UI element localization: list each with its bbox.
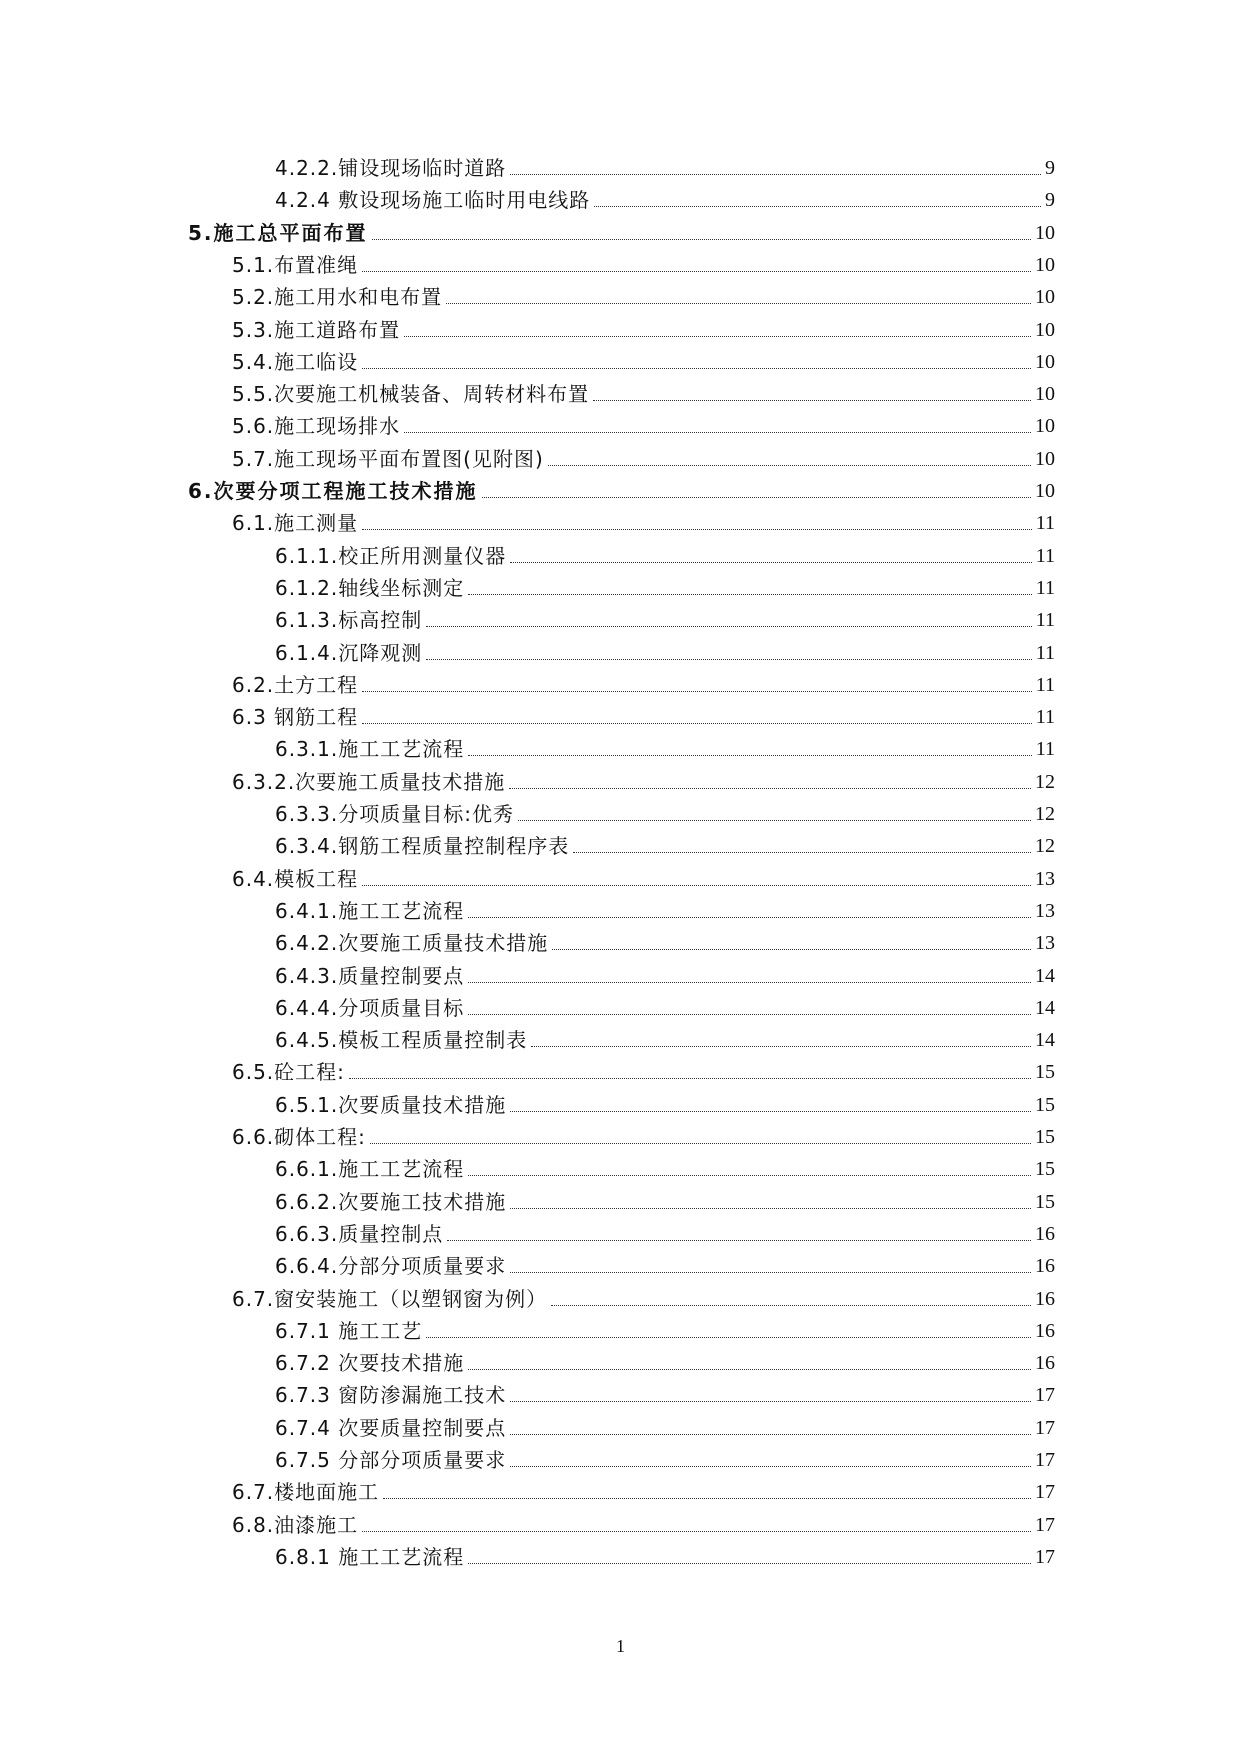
toc-entry-page: 10 <box>1035 286 1055 309</box>
toc-leader-dots <box>552 949 1031 950</box>
toc-entry-label: 6.2.土方工程 <box>232 672 359 697</box>
toc-entry-page: 12 <box>1035 770 1055 793</box>
toc-entry-label: 6.5.砼工程: <box>232 1060 345 1085</box>
toc-entry-label: 6.7.4 次要质量控制要点 <box>275 1415 507 1440</box>
toc-entry-label: 6.7.楼地面施工 <box>232 1480 380 1505</box>
toc-entry[interactable] <box>275 1539 1055 1569</box>
toc-entry-label: 6.4.1.施工工艺流程 <box>275 898 465 923</box>
toc-entry-label: 6.4.5.模板工程质量控制表 <box>275 1028 528 1053</box>
toc-entry-page: 13 <box>1035 932 1055 955</box>
toc-entry-label: 4.2.4 敷设现场施工临时用电线路 <box>275 188 591 213</box>
toc-leader-dots <box>404 432 1031 433</box>
toc-entry[interactable] <box>275 828 1055 858</box>
toc-entry[interactable] <box>275 182 1055 212</box>
toc-leader-dots <box>510 1466 1031 1467</box>
toc-leader-dots <box>509 788 1031 789</box>
toc-entry[interactable] <box>275 796 1055 826</box>
toc-leader-dots <box>362 1531 1031 1532</box>
toc-entry[interactable] <box>232 764 1055 794</box>
toc-entry-page: 15 <box>1035 1190 1055 1213</box>
toc-entry-page: 16 <box>1035 1352 1055 1375</box>
toc-entry-label: 6.7.1 施工工艺 <box>275 1318 423 1343</box>
toc-entry[interactable] <box>232 279 1055 309</box>
toc-entry[interactable] <box>232 1507 1055 1537</box>
toc-entry-page: 17 <box>1035 1481 1055 1504</box>
toc-entry-label: 5.施工总平面布置 <box>188 220 368 245</box>
toc-entry-page: 10 <box>1035 447 1055 470</box>
toc-leader-dots <box>468 1369 1031 1370</box>
toc-entry-label: 6.1.2.轴线坐标测定 <box>275 575 465 600</box>
toc-entry-label: 6.次要分项工程施工技术措施 <box>188 479 478 503</box>
toc-entry-page: 10 <box>1035 480 1055 502</box>
toc-entry[interactable] <box>232 1119 1055 1149</box>
toc-entry[interactable] <box>232 247 1055 277</box>
toc-leader-dots <box>518 820 1031 821</box>
toc-leader-dots <box>468 982 1031 983</box>
toc-entry[interactable] <box>275 925 1055 955</box>
toc-entry-page: 15 <box>1035 1158 1055 1181</box>
toc-entry-page: 12 <box>1035 835 1055 858</box>
toc-entry[interactable] <box>275 1377 1055 1407</box>
toc-leader-dots <box>468 917 1031 918</box>
toc-entry-label: 5.1.布置准绳 <box>232 252 359 277</box>
toc-entry-label: 6.5.1.次要质量技术措施 <box>275 1092 507 1117</box>
toc-entry[interactable] <box>232 667 1055 697</box>
toc-entry[interactable] <box>232 1474 1055 1504</box>
toc-entry-label: 6.4.2.次要施工质量技术措施 <box>275 931 549 956</box>
toc-entry[interactable] <box>275 1442 1055 1472</box>
toc-leader-dots <box>531 1046 1031 1047</box>
toc-entry[interactable] <box>275 1248 1055 1278</box>
toc-leader-dots <box>468 1014 1031 1015</box>
toc-leader-dots <box>482 497 1031 498</box>
toc-leader-dots <box>510 1208 1031 1209</box>
toc-leader-dots <box>510 174 1041 175</box>
toc-entry-page: 15 <box>1035 1093 1055 1116</box>
toc-entry-label: 6.4.4.分项质量目标 <box>275 995 465 1020</box>
toc-entry-page: 11 <box>1035 706 1055 729</box>
toc-entry[interactable] <box>232 1054 1055 1084</box>
toc-entry-label: 5.2.施工用水和电布置 <box>232 285 443 310</box>
toc-leader-dots <box>372 239 1031 240</box>
toc-entry-page: 10 <box>1035 383 1055 406</box>
toc-entry-label: 6.3.4.钢筋工程质量控制程序表 <box>275 834 570 859</box>
toc-entry-label: 6.8.1 施工工艺流程 <box>275 1544 465 1569</box>
toc-entry-label: 6.6.1.施工工艺流程 <box>275 1157 465 1182</box>
toc-leader-dots <box>510 1272 1031 1273</box>
toc-entry-page: 12 <box>1035 803 1055 825</box>
toc-entry-label: 4.2.2.铺设现场临时道路 <box>275 156 507 180</box>
toc-entry-page: 11 <box>1035 609 1055 632</box>
toc-leader-dots <box>370 1143 1031 1144</box>
toc-entry-label: 6.3.2.次要施工质量技术措施 <box>232 769 506 794</box>
toc-leader-dots <box>468 1563 1031 1564</box>
toc-entry[interactable] <box>232 344 1055 374</box>
toc-entry-page: 11 <box>1035 738 1055 761</box>
toc-leader-dots <box>510 1111 1031 1112</box>
toc-entry-page: 17 <box>1035 1545 1055 1568</box>
toc-entry-label: 5.7.施工现场平面布置图(见附图) <box>232 446 544 471</box>
toc-entry-label: 6.6.4.分部分项质量要求 <box>275 1254 507 1279</box>
toc-leader-dots <box>426 659 1031 660</box>
toc-entry-page: 11 <box>1035 673 1055 696</box>
toc-leader-dots <box>349 1078 1031 1079</box>
toc-entry-label: 6.6.砌体工程: <box>232 1125 366 1149</box>
toc-entry-page: 16 <box>1035 1255 1055 1278</box>
toc-entry-page: 17 <box>1035 1513 1055 1536</box>
toc-entry[interactable] <box>188 215 1055 245</box>
toc-entry[interactable] <box>275 731 1055 761</box>
toc-entry[interactable] <box>275 538 1055 568</box>
toc-entry-label: 5.6.施工现场排水 <box>232 414 401 439</box>
toc-entry[interactable] <box>275 1151 1055 1181</box>
toc-entry[interactable] <box>275 602 1055 632</box>
toc-leader-dots <box>468 594 1031 595</box>
toc-entry-page: 10 <box>1035 318 1055 341</box>
toc-leader-dots <box>510 1401 1031 1402</box>
toc-entry[interactable] <box>275 1216 1055 1246</box>
toc-leader-dots <box>362 723 1032 724</box>
toc-leader-dots <box>510 1434 1031 1435</box>
toc-entry-page: 13 <box>1035 867 1055 890</box>
toc-entry-page: 16 <box>1035 1319 1055 1342</box>
toc-entry[interactable] <box>275 893 1055 923</box>
toc-entry-page: 10 <box>1035 415 1055 438</box>
toc-entry[interactable] <box>232 699 1055 729</box>
toc-leader-dots <box>362 529 1032 530</box>
toc-entry-page: 10 <box>1035 253 1055 276</box>
toc-entry[interactable] <box>275 1410 1055 1440</box>
toc-leader-dots <box>593 400 1031 401</box>
toc-entry-page: 15 <box>1035 1061 1055 1084</box>
toc-entry-label: 6.1.4.沉降观测 <box>275 640 423 665</box>
toc-entry[interactable] <box>275 150 1055 180</box>
toc-entry-page: 15 <box>1035 1126 1055 1148</box>
toc-entry[interactable] <box>275 1022 1055 1052</box>
toc-entry[interactable] <box>232 312 1055 342</box>
toc-entry-label: 6.3.1.施工工艺流程 <box>275 737 465 762</box>
toc-entry[interactable] <box>188 473 1055 503</box>
toc-entry-label: 5.5.次要施工机械装备、周转材料布置 <box>232 382 590 407</box>
toc-entry-page: 17 <box>1035 1416 1055 1439</box>
toc-entry-label: 6.7.2 次要技术措施 <box>275 1351 465 1376</box>
toc-entry-label: 6.7.5 分部分项质量要求 <box>275 1448 507 1472</box>
toc-entry[interactable] <box>232 408 1055 438</box>
toc-leader-dots <box>362 368 1031 369</box>
toc-entry-page: 9 <box>1045 157 1055 179</box>
toc-leader-dots <box>362 691 1032 692</box>
toc-leader-dots <box>510 562 1031 563</box>
toc-entry-label: 6.6.3.质量控制点 <box>275 1221 444 1246</box>
toc-entry-page: 16 <box>1035 1287 1055 1310</box>
toc-entry-label: 6.3 钢筋工程 <box>232 705 359 730</box>
toc-leader-dots <box>468 755 1031 756</box>
toc-entry-page: 11 <box>1035 512 1055 535</box>
toc-entry[interactable] <box>232 505 1055 535</box>
toc-entry-label: 5.3.施工道路布置 <box>232 317 401 342</box>
toc-entry-page: 11 <box>1035 641 1055 664</box>
toc-leader-dots <box>573 852 1031 853</box>
toc-entry-page: 17 <box>1035 1384 1055 1407</box>
page-number: 1 <box>616 1636 625 1656</box>
toc-leader-dots <box>594 206 1041 207</box>
toc-leader-dots <box>446 303 1031 304</box>
toc-entry-page: 14 <box>1035 1029 1055 1052</box>
toc-entry-page: 17 <box>1035 1449 1055 1471</box>
toc-entry[interactable] <box>275 570 1055 600</box>
toc-leader-dots <box>383 1498 1031 1499</box>
toc-entry[interactable] <box>275 1184 1055 1214</box>
toc-entry-page: 10 <box>1035 221 1055 244</box>
toc-entry-label: 6.3.3.分项质量目标:优秀 <box>275 802 514 826</box>
toc-entry[interactable] <box>275 635 1055 665</box>
toc-entry[interactable] <box>232 1281 1055 1311</box>
toc-entry[interactable] <box>232 441 1055 471</box>
toc-leader-dots <box>362 271 1031 272</box>
toc-entry-page: 14 <box>1035 996 1055 1019</box>
toc-leader-dots <box>404 336 1031 337</box>
toc-entry[interactable] <box>275 958 1055 988</box>
toc-entry-page: 16 <box>1035 1222 1055 1245</box>
toc-leader-dots <box>426 1337 1031 1338</box>
toc-entry-page: 10 <box>1035 350 1055 373</box>
toc-entry-page: 9 <box>1045 189 1055 212</box>
toc-entry-label: 6.1.1.校正所用测量仪器 <box>275 543 507 568</box>
toc-entry-label: 6.7.3 窗防渗漏施工技术 <box>275 1383 507 1408</box>
toc-entry-page: 13 <box>1035 899 1055 922</box>
toc-entry-label: 5.4.施工临设 <box>232 349 359 374</box>
toc-leader-dots <box>548 465 1031 466</box>
toc-entry-label: 6.8.油漆施工 <box>232 1512 359 1537</box>
toc-entry-label: 6.4.模板工程 <box>232 866 359 891</box>
toc-entry[interactable] <box>275 1313 1055 1343</box>
toc-entry[interactable] <box>232 861 1055 891</box>
toc-leader-dots <box>447 1240 1031 1241</box>
toc-entry[interactable] <box>275 990 1055 1020</box>
toc-entry-page: 11 <box>1035 544 1055 567</box>
toc-leader-dots <box>426 626 1031 627</box>
toc-leader-dots <box>362 885 1031 886</box>
toc-entry-page: 14 <box>1035 964 1055 987</box>
toc-leader-dots <box>551 1305 1031 1306</box>
toc-entry[interactable] <box>275 1345 1055 1375</box>
toc-entry[interactable] <box>275 1087 1055 1117</box>
toc-leader-dots <box>468 1175 1031 1176</box>
toc-entry-label: 6.7.窗安装施工（以塑钢窗为例） <box>232 1286 548 1311</box>
toc-entry-label: 6.4.3.质量控制要点 <box>275 963 465 988</box>
toc-entry-label: 6.6.2.次要施工技术措施 <box>275 1189 507 1214</box>
toc-entry-label: 6.1.施工测量 <box>232 511 359 536</box>
toc-entry[interactable] <box>232 376 1055 406</box>
toc-entry-page: 11 <box>1035 576 1055 599</box>
toc-entry-label: 6.1.3.标高控制 <box>275 608 423 633</box>
